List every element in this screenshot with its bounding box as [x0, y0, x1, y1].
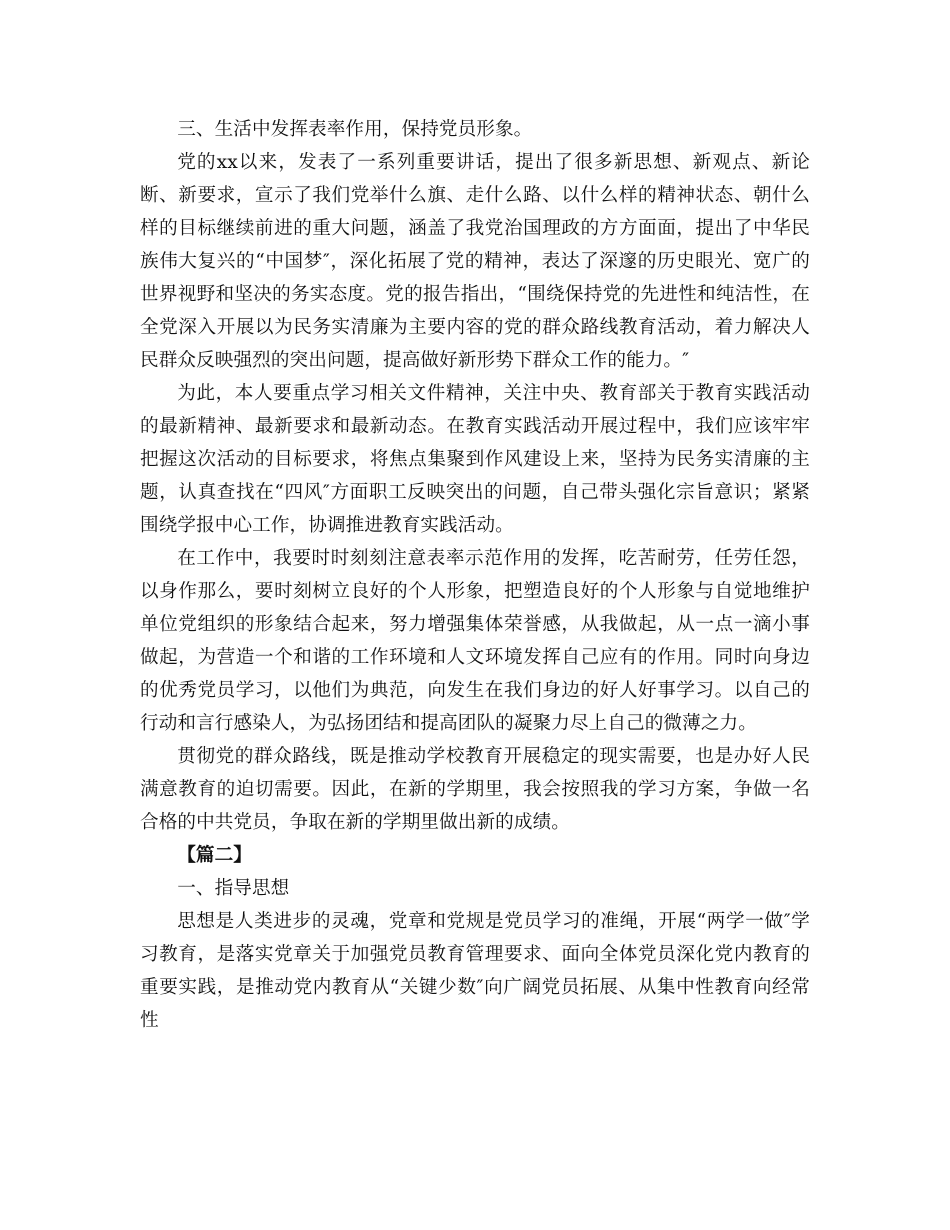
section-heading-3: 三、生活中发挥表率作用，保持党员形象。: [177, 119, 533, 140]
chapter-label: 【篇二】: [177, 845, 252, 866]
paragraph-conclusion: 贯彻党的群众路线，既是推动学校教育开展稳定的现实需要，也是办好人民满意教育的迫切需要。因此，在新的学期里，我会按照我的学习方案，争做一名合格的中共党员，争取在新的学期里做出新的成绩。: [140, 746, 810, 833]
section-heading-1: 一、指导思想: [177, 878, 290, 899]
paragraph-study-plan: 为此，本人要重点学习相关文件精神，关注中央、教育部关于教育实践活动的最新精神、最新要求和最新动态。在教育实践活动开展过程中，我们应该牢牢把握这次活动的目标要求，将焦点集聚到作风建设上来，坚持为民务实清廉的主题，认真查找在“四风″方面职工反映突出的问题，自己带头强化宗旨意识；紧紧围绕学报中心工作，协调推进教育实践活动。: [140, 383, 810, 536]
paragraph-speech-summary: 党的xx以来，发表了一系列重要讲话，提出了很多新思想、新观点、新论断、新要求，宣示了我们党举什么旗、走什么路、以什么样的精神状态、朝什么样的目标继续前进的重大问题，涵盖了我党治国理政的方方面面，提出了中华民族伟大复兴的“中国梦″，深化拓展了党的精神，表达了深邃的历史眼光、宽广的世界视野和坚决的务实态度。党的报告指出，“围绕保持党的先进性和纯洁性，在全党深入开展以为民务实清廉为主要内容的党的群众路线教育活动，着力解决人民群众反映强烈的突出问题，提高做好新形势下群众工作的能力。″: [140, 152, 810, 371]
document-page: [140, 113, 810, 1037]
paragraph-guiding-thought: 思想是人类进步的灵魂，党章和党规是党员学习的准绳，开展“两学一做″学习教育，是落实党章关于加强党员教育管理要求、面向全体党员深化党内教育的重要实践，是推动党内教育从“关键少数″向广阔党员拓展、从集中性教育向经常性: [140, 911, 810, 1031]
paragraph-work-conduct: 在工作中，我要时时刻刻注意表率示范作用的发挥，吃苦耐劳，任劳任怨，以身作那么，要时刻树立良好的个人形象，把塑造良好的个人形象与自觉地维护单位党组织的形象结合起来，努力增强集体荣誉感，从我做起，从一点一滴小事做起，为营造一个和谐的工作环境和人文环境发挥自己应有的作用。同时向身边的优秀党员学习，以他们为典范，向发生在我们身边的好人好事学习。以自己的行动和言行感染人，为弘扬团结和提高团队的凝聚力尽上自己的微薄之力。: [140, 548, 810, 734]
